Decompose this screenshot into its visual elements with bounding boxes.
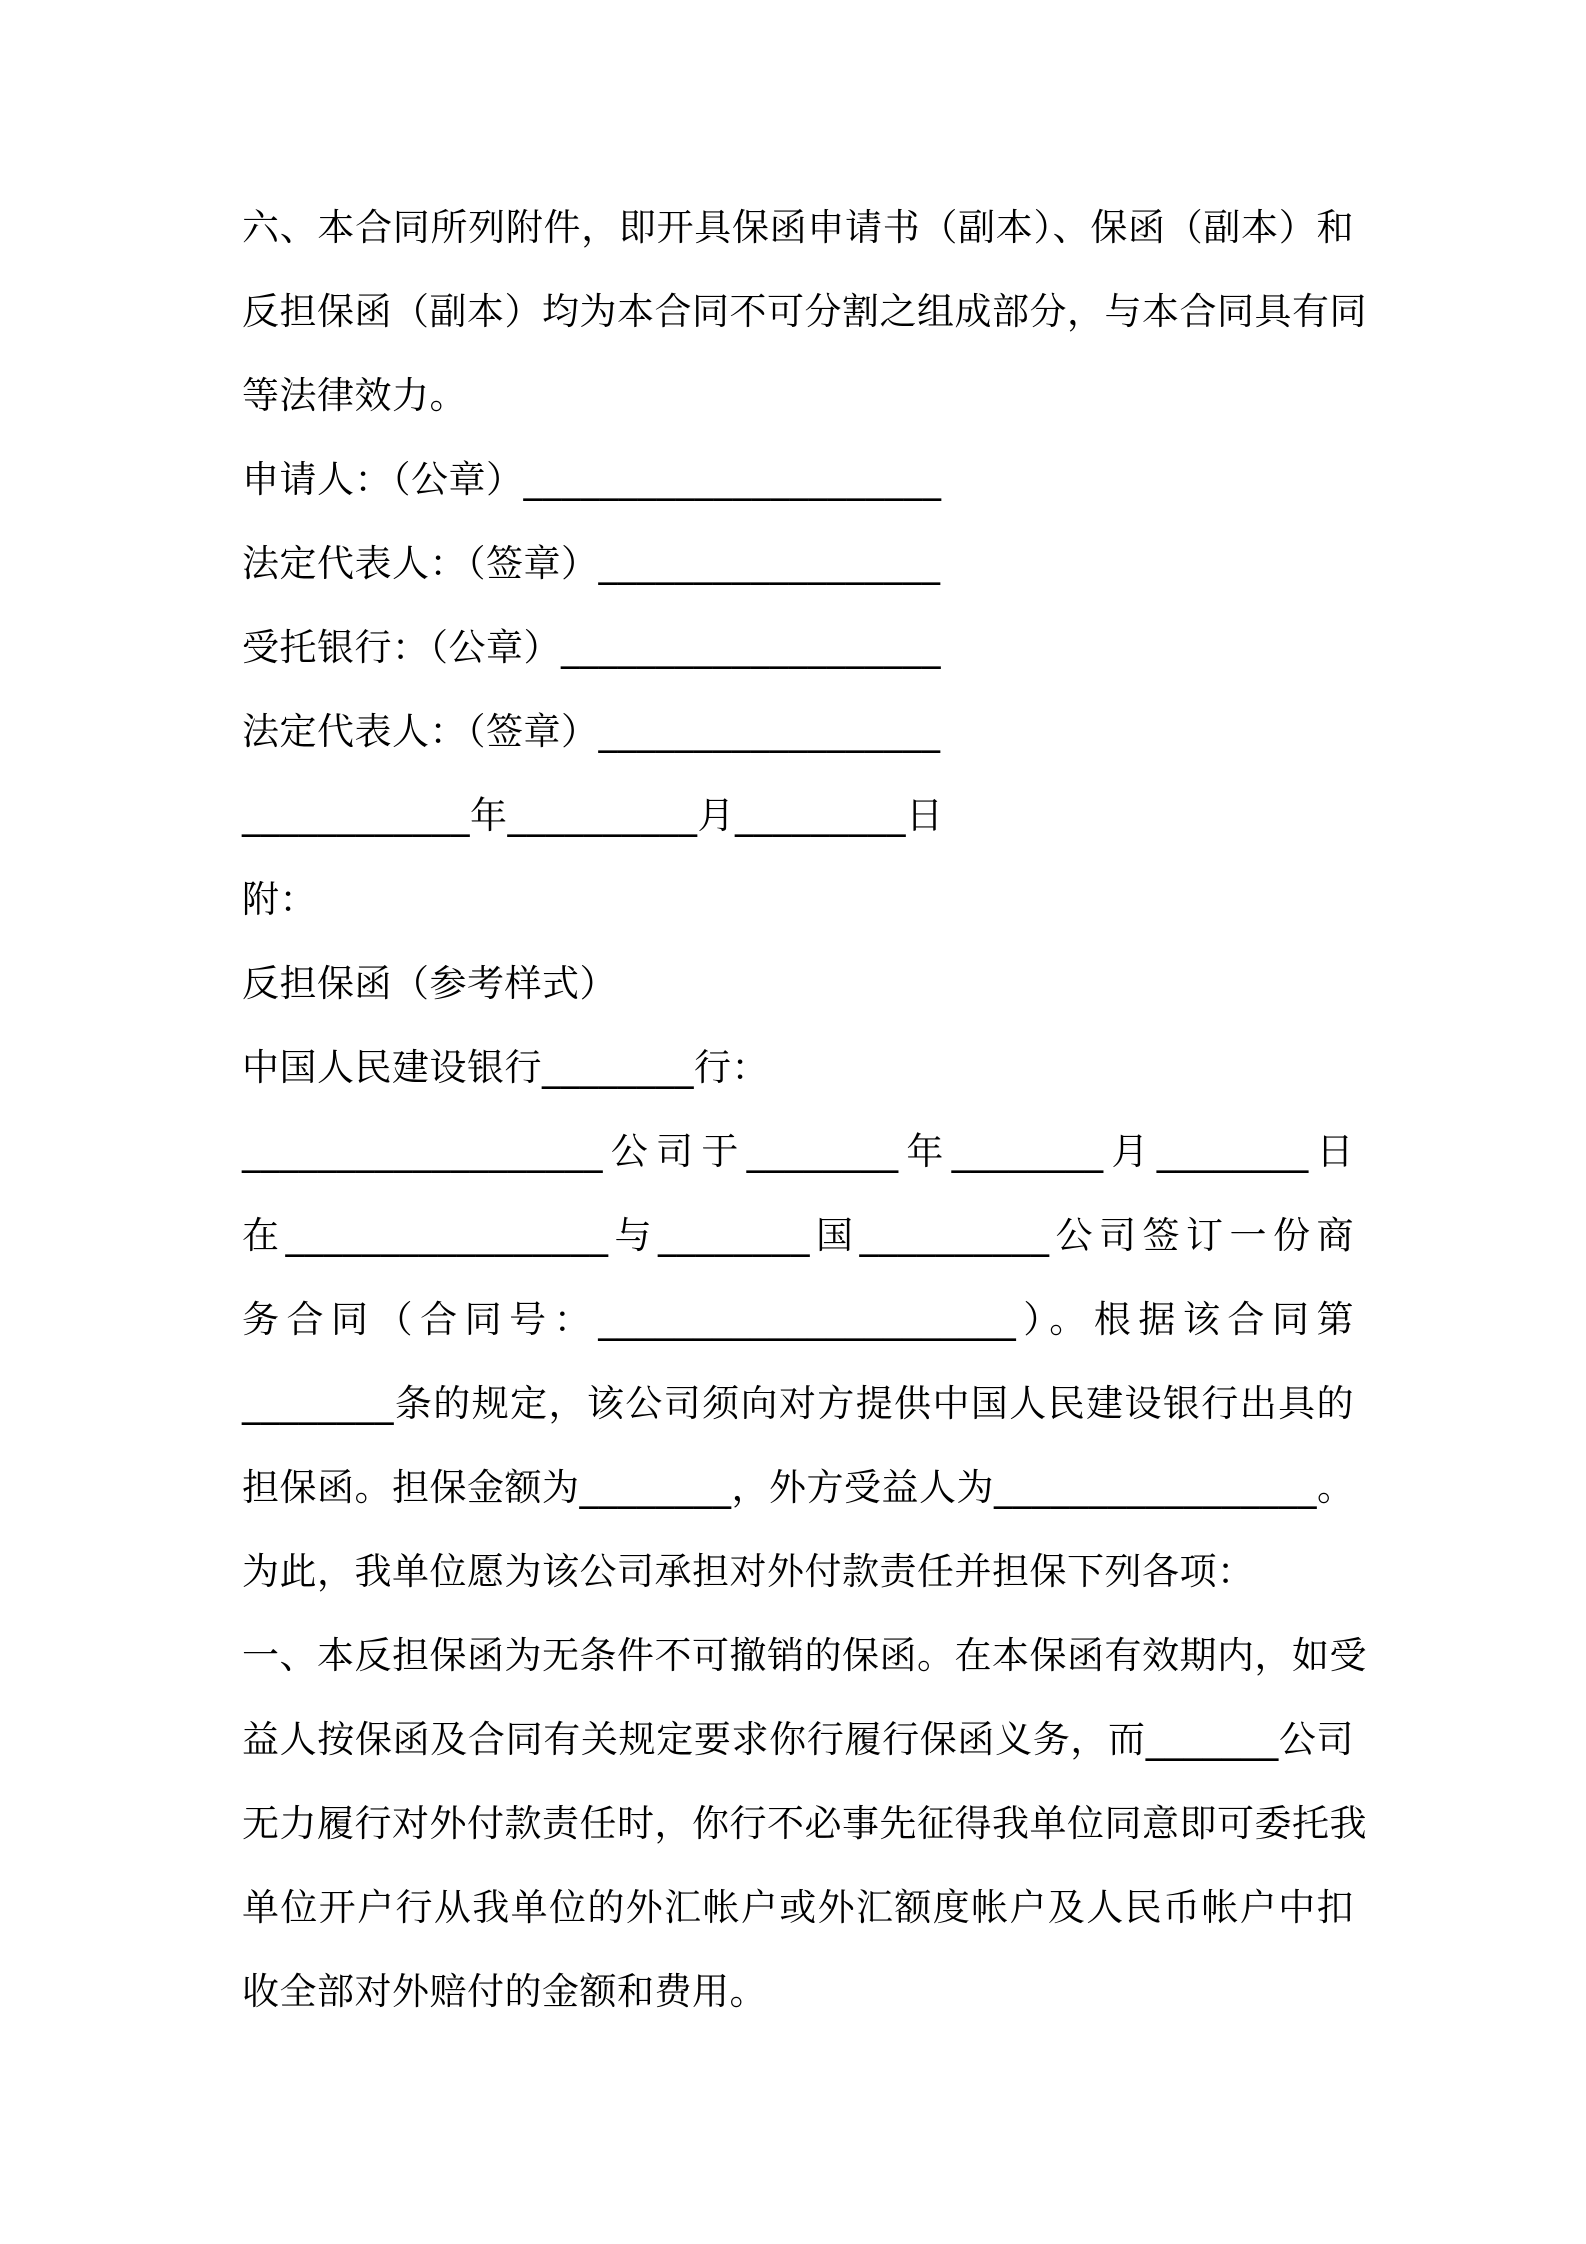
attachment-label: 附： [242, 878, 317, 921]
clause-six-line-2: 反担保函（副本）均为本合同不可分割之组成部分，与本合同具有同 [242, 290, 1367, 333]
clause-one-line-3: 无力履行对外付款责任时，你行不必事先征得我单位同意即可委托我 [242, 1802, 1367, 1845]
body-line-5: 担保函。担保金额为________，外方受益人为_________________。 [242, 1466, 1355, 1509]
legal-rep-signature-line-2: 法定代表人：（签章）__________________ [242, 710, 941, 753]
body-line-1: ___________________公司于________年________月________日 [242, 1130, 1354, 1173]
body-line-6: 为此，我单位愿为该公司承担对外付款责任并担保下列各项： [242, 1550, 1255, 1593]
clause-one-line-1: 一、本反担保函为无条件不可撤销的保函。在本保函有效期内，如受 [242, 1634, 1367, 1677]
body-line-3: 务合同（合同号：______________________）。根据该合同第 [242, 1298, 1354, 1341]
clause-one-line-2: 益人按保函及合同有关规定要求你行履行保函义务，而_______公司 [242, 1718, 1354, 1761]
clause-one-line-4: 单位开户行从我单位的外汇帐户或外汇额度帐户及人民币帐户中扣 [242, 1886, 1354, 1929]
applicant-seal-line: 申请人：（公章）______________________ [242, 458, 942, 501]
clause-six-line-3: 等法律效力。 [242, 374, 467, 417]
body-line-4: ________条的规定，该公司须向对方提供中国人民建设银行出具的 [242, 1382, 1354, 1425]
date-line: ____________年__________月_________日 [242, 794, 944, 837]
clause-one-line-5: 收全部对外赔付的金额和费用。 [242, 1970, 767, 2013]
body-line-2: 在_________________与________国__________公司签订一份商 [242, 1214, 1354, 1257]
entrusted-bank-seal-line: 受托银行：（公章）____________________ [242, 626, 941, 669]
legal-rep-signature-line-1: 法定代表人：（签章）__________________ [242, 542, 941, 585]
counter-guarantee-title: 反担保函（参考样式） [242, 962, 617, 1005]
addressee-line: 中国人民建设银行________行： [242, 1046, 769, 1089]
clause-six-line-1: 六、本合同所列附件，即开具保函申请书（副本）、保函（副本）和 [242, 206, 1354, 249]
